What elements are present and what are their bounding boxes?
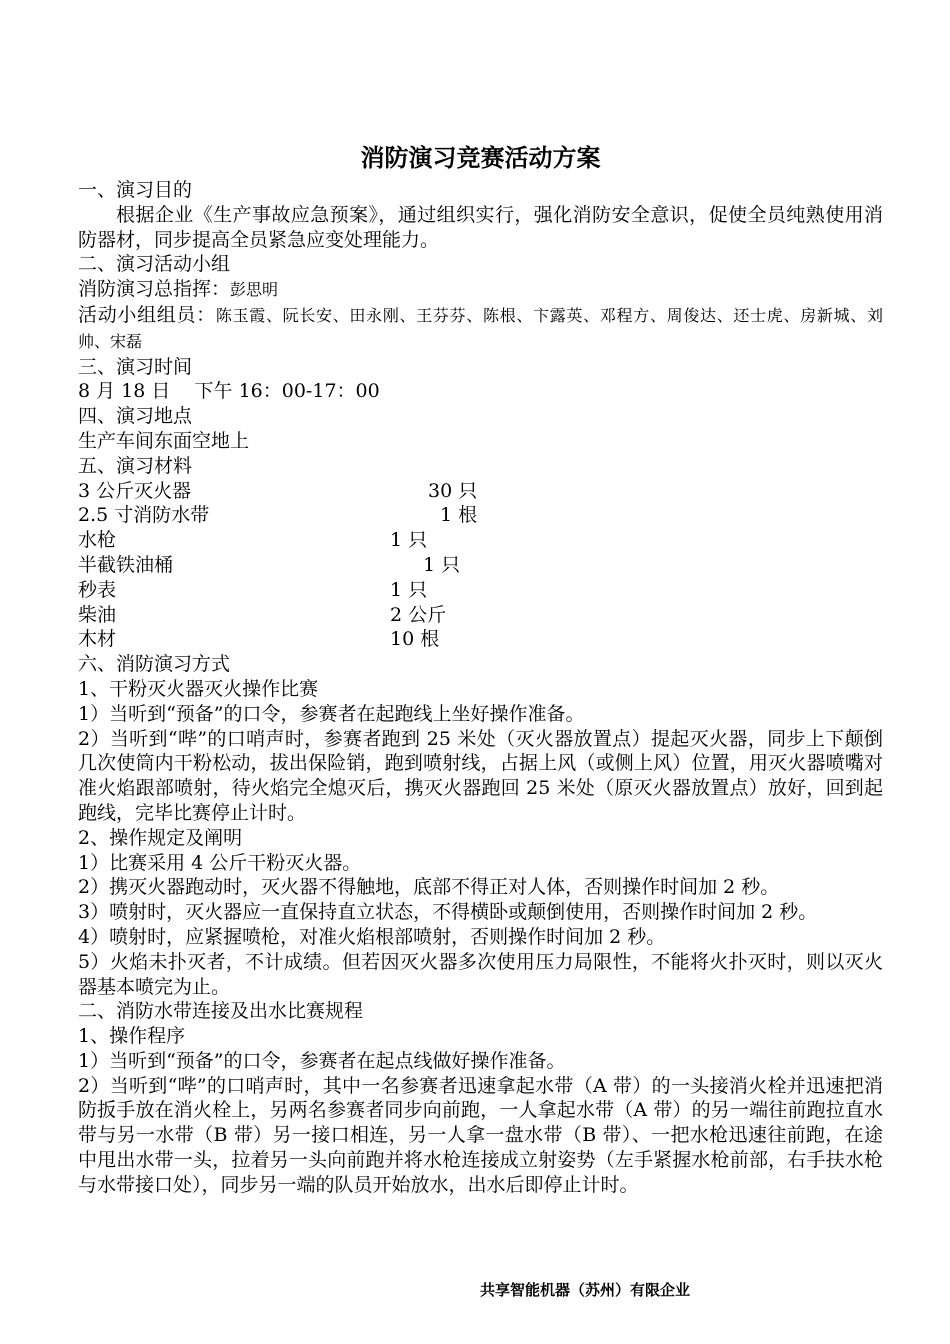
material-row	[78, 553, 883, 578]
rule-item: 4）喷射时，应紧握喷枪，对准火焰根部喷射，否则操作时间加 2 秒。	[78, 925, 666, 948]
rule-item: 3）喷射时，灭火器应一直保持直立状态，不得横卧或颠倒使用，否则操作时间加 2 秒。	[78, 901, 818, 924]
material-qty: 1 只	[390, 578, 428, 601]
material-qty: 1 只	[423, 553, 461, 576]
drill-time: 8 月 18 日 下午 16：00-17：00	[78, 380, 380, 403]
material-row	[78, 503, 883, 528]
material-row	[78, 528, 883, 553]
rule-item: 2）携灭火器跑动时，灭火器不得触地，底部不得正对人体，否则操作时间加 2 秒。	[78, 876, 780, 899]
section-heading-time: 三、演习时间	[78, 355, 193, 378]
material-qty: 10 根	[390, 628, 440, 651]
section-heading-method: 六、消防演习方式	[78, 653, 231, 676]
subheading-procedure: 1、操作程序	[78, 1025, 186, 1048]
members-label: 活动小组组员：	[78, 303, 216, 326]
material-row	[78, 578, 883, 603]
procedure-step: 2）当听到“哔”的口哨声时，其中一名参赛者迅速拿起水带（A 带）的一头接消火栓并迅速把消防扳手放在消火栓上，另两名参赛者同步向前跑，一人拿起水带（A 带）的另一端往前跑拉直水带与另一水带（B 带）另一接口相连，另一人拿一盘水带（B 带）、一把水枪迅速往前跑，在途中甩出水带一头，拉着另一头向前跑并将水枪连接成立射姿势（左手紧握水枪前部，右手扶水枪与水带接口处），同步另一端的队员开始放水，出水后即停止计时。	[78, 1074, 883, 1196]
material-name: 秒表	[78, 578, 117, 601]
company-footer: 共享智能机器（苏州）有限企业	[480, 1281, 691, 1299]
subheading-rules: 2、操作规定及阐明	[78, 826, 243, 849]
material-name: 2.5 寸消防水带	[78, 504, 210, 527]
section-heading-purpose: 一、演习目的	[78, 179, 193, 201]
members-list: 陈玉霞、阮长安、田永刚、王芬芬、陈根、卞露英、邓程方、周俊达、还士虎、房新城、刘帅、宋磊	[78, 305, 883, 351]
commander-label: 消防演习总指挥：	[78, 278, 231, 301]
material-qty: 1 只	[390, 529, 428, 552]
procedure-step: 1）当听到“预备”的口令，参赛者在起跑线上坐好操作准备。	[78, 702, 585, 725]
commander-line	[78, 277, 883, 303]
rule-item: 5）火焰未扑灭者，不计成绩。但若因灭火器多次使用压力局限性，不能将火扑灭时，则以灭火器基本喷完为止。	[78, 950, 883, 998]
material-row	[78, 603, 883, 628]
section-heading-place: 四、演习地点	[78, 405, 193, 428]
section-heading-team: 二、演习活动小组	[78, 253, 231, 276]
material-name: 3 公斤灭火器	[78, 479, 192, 502]
commander-name: 彭思明	[230, 280, 279, 300]
document-page	[78, 140, 883, 1198]
material-name: 柴油	[78, 603, 117, 626]
material-name: 水枪	[78, 529, 117, 552]
procedure-step: 1）当听到“预备”的口令，参赛者在起点线做好操作准备。	[78, 1049, 566, 1072]
members-line	[78, 303, 883, 355]
purpose-paragraph: 根据企业《生产事故应急预案》，通过组织实行，强化消防安全意识，促使全员纯熟使用消防器材，同步提高全员紧急应变处理能力。	[78, 203, 883, 251]
drill-place: 生产车间东面空地上	[78, 429, 250, 452]
material-row	[78, 627, 883, 652]
material-name: 木材	[78, 628, 117, 651]
section-heading-hose-contest: 二、消防水带连接及出水比赛规程	[78, 1000, 364, 1023]
material-name: 半截铁油桶	[78, 553, 174, 576]
section-heading-materials: 五、演习材料	[78, 454, 193, 477]
material-qty: 2 公斤	[390, 603, 447, 626]
material-qty: 30 只	[428, 479, 478, 502]
rule-item: 1）比赛采用 4 公斤干粉灭火器。	[78, 851, 362, 874]
procedure-step: 2）当听到“哔”的口哨声时，参赛者跑到 25 米处（灭火器放置点）提起灭火器，同步上下颠倒几次使筒内干粉松动，拔出保险销，跑到喷射线，占据上风（或侧上风）位置，用灭火器喷嘴对准火焰跟部喷射，待火焰完全熄灭后，携灭火器跑回 25 米处（原灭火器放置点）放好，回到起跑线，完毕比赛停止计时。	[78, 727, 883, 824]
document-title: 消防演习竞赛活动方案	[360, 144, 601, 172]
material-qty: 1 根	[440, 504, 478, 527]
material-row	[78, 479, 883, 504]
subheading-extinguisher-contest: 1、干粉灭火器灭火操作比赛	[78, 677, 319, 700]
